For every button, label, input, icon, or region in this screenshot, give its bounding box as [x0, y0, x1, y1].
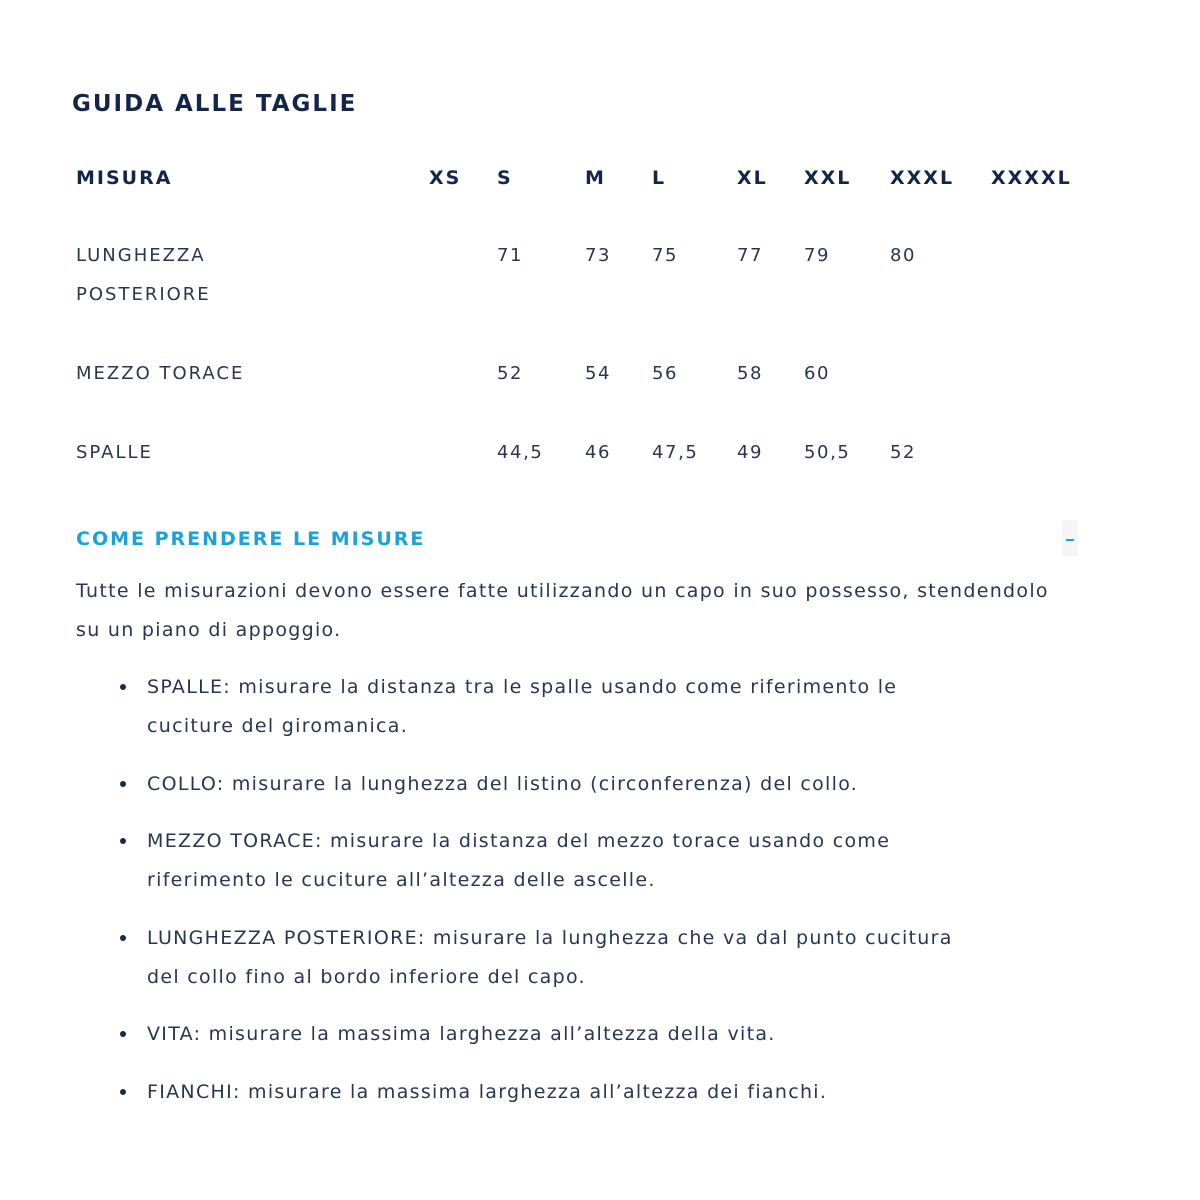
table-cell: 52	[890, 442, 917, 463]
list-item-line: COLLO: misurare la lunghezza del listino (circonferenza) del collo.	[147, 773, 859, 795]
bullet-icon	[120, 935, 126, 941]
bullet-icon	[120, 1089, 126, 1095]
table-cell: 46	[585, 442, 612, 463]
table-cell: 79	[804, 245, 831, 266]
table-cell: 77	[737, 245, 764, 266]
accordion-title: COME PRENDERE LE MISURE	[76, 528, 426, 550]
bullet-icon	[120, 781, 126, 787]
table-cell: 54	[585, 363, 612, 384]
table-cell: 50,5	[804, 442, 851, 463]
list-item-fianchi	[147, 1073, 1107, 1112]
table-cell: 47,5	[652, 442, 699, 463]
list-item-line: riferimento le cuciture all’altezza delle ascelle.	[147, 869, 656, 891]
intro-text: Tutte le misurazioni devono essere fatte utilizzando un capo in suo possesso, stendendolo su un piano di appoggio.	[76, 580, 1049, 641]
size-header-xxxxl: XXXXL	[991, 167, 1072, 189]
list-item-line: MEZZO TORACE: misurare la distanza del mezzo torace usando come	[147, 830, 891, 852]
list-item-collo	[147, 765, 1107, 804]
table-header-misura: MISURA	[76, 167, 173, 189]
row-label-line: LUNGHEZZA	[76, 245, 206, 266]
list-item-line: cuciture del giromanica.	[147, 715, 409, 737]
row-label-lunghezza-posteriore	[76, 236, 211, 314]
size-header-m: M	[585, 167, 606, 189]
list-item-vita	[147, 1015, 1107, 1054]
collapse-button[interactable]	[1062, 520, 1078, 556]
page-title: GUIDA ALLE TAGLIE	[72, 91, 358, 117]
table-cell: 44,5	[497, 442, 544, 463]
list-item-line: LUNGHEZZA POSTERIORE: misurare la lunghezza che va dal punto cucitura	[147, 927, 953, 949]
table-cell: 49	[737, 442, 764, 463]
row-label-line: SPALLE	[76, 442, 153, 463]
table-cell: 60	[804, 363, 831, 384]
size-header-s: S	[497, 167, 513, 189]
size-header-xl: XL	[737, 167, 768, 189]
size-header-xxxl: XXXL	[890, 167, 955, 189]
list-item-line: VITA: misurare la massima larghezza all’altezza della vita.	[147, 1023, 776, 1045]
list-item-line: FIANCHI: misurare la massima larghezza all’altezza dei fianchi.	[147, 1081, 828, 1103]
table-cell: 56	[652, 363, 679, 384]
list-item-spalle	[147, 668, 1107, 746]
list-item-lunghezza-posteriore	[147, 919, 1107, 997]
row-label-line: POSTERIORE	[76, 284, 211, 305]
list-item-mezzo-torace	[147, 822, 1107, 900]
size-header-xxl: XXL	[804, 167, 852, 189]
bullet-icon	[120, 1031, 126, 1037]
size-header-xs: XS	[429, 167, 462, 189]
minus-icon	[1066, 539, 1074, 541]
bullet-icon	[120, 838, 126, 844]
row-label-spalle	[76, 433, 153, 472]
table-cell: 71	[497, 245, 524, 266]
table-cell: 58	[737, 363, 764, 384]
table-cell: 75	[652, 245, 679, 266]
bullet-icon	[120, 684, 126, 690]
list-item-line: del collo fino al bordo inferiore del capo.	[147, 966, 586, 988]
row-label-line: MEZZO TORACE	[76, 363, 245, 384]
table-cell: 80	[890, 245, 917, 266]
table-cell: 52	[497, 363, 524, 384]
list-item-line: SPALLE: misurare la distanza tra le spalle usando come riferimento le	[147, 676, 898, 698]
row-label-mezzo-torace	[76, 354, 244, 393]
accordion-how-to-measure[interactable]	[76, 520, 1078, 560]
table-cell: 73	[585, 245, 612, 266]
size-header-l: L	[652, 167, 667, 189]
